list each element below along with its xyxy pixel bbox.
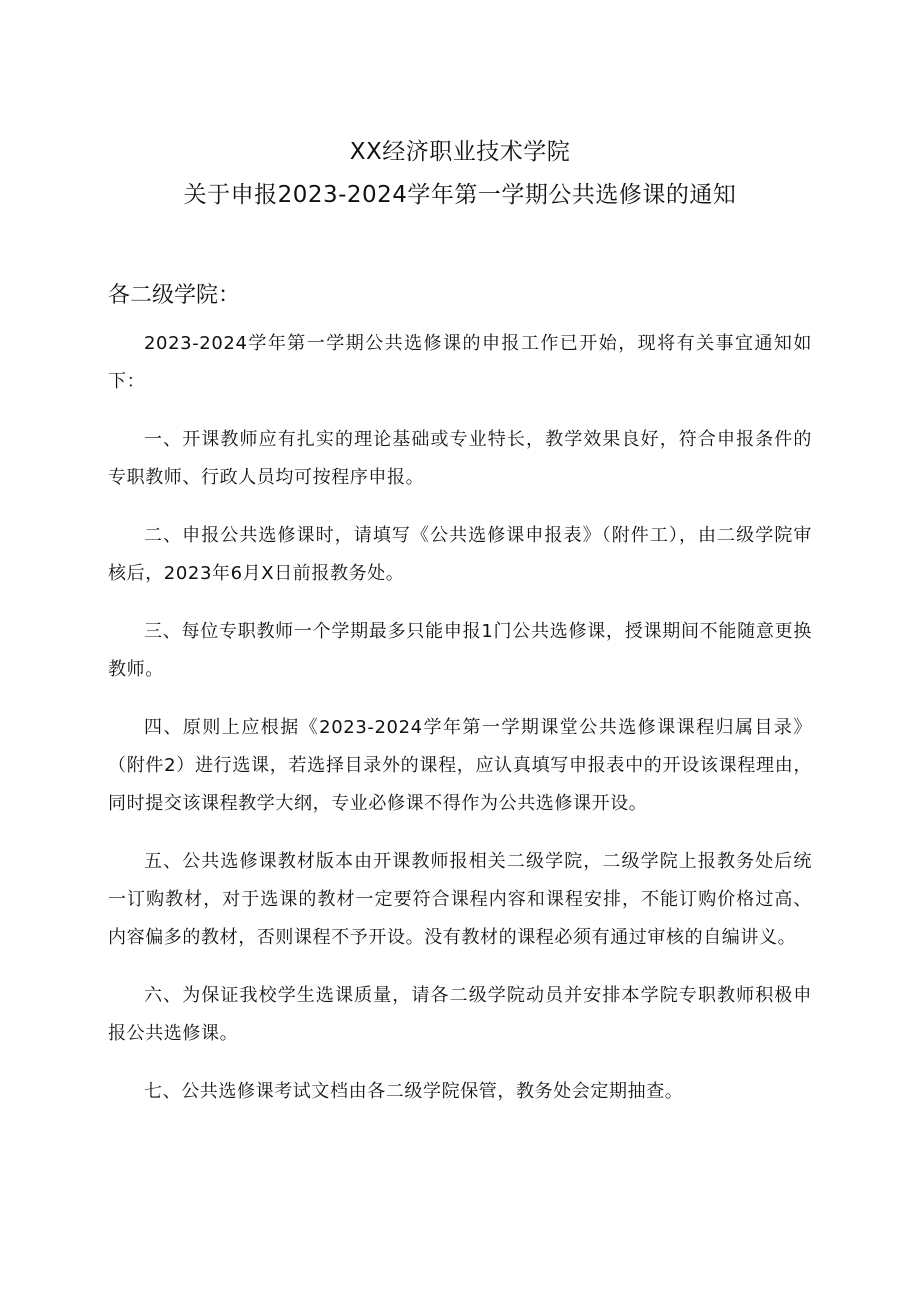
paragraph-intro: 2023-2024学年第一学期公共选修课的申报工作已开始，现将有关事宜通知如下： [108,333,812,392]
paragraph-item-7: 七、公共选修课考试文档由各二级学院保管，教务处会定期抽查。 [144,1081,684,1102]
paragraph-item-5: 五、公共选修课教材版本由开课教师报相关二级学院，二级学院上报教务处后统一订购教材，对于选课的教材一定要符合课程内容和课程安排，不能订购价格过高、内容偏多的教材，否则课程不予开设。没有教材的课程必须有通过审核的自编讲义。 [108,851,812,948]
title-line-institution: XX经济职业技术学院 [349,139,571,165]
paragraph-item-4: 四、原则上应根据《2023-2024学年第一学期课堂公共选修课课程归属目录》（附件2）进行选课，若选择目录外的课程，应认真填写申报表中的开设该课程理由，同时提交该课程教学大纲，专业必修课不得作为公共选修课开设。 [108,717,812,814]
document-title [0,132,920,215]
salutation: 各二级学院： [108,283,241,308]
paragraph-item-6: 六、为保证我校学生选课质量，请各二级学院动员并安排本学院专职教师积极申报公共选修课。 [108,985,812,1044]
title-line-subject: 关于申报2023-2024学年第一学期公共选修课的通知 [183,182,737,208]
paragraph-item-3: 三、每位专职教师一个学期最多只能申报1门公共选修课，授课期间不能随意更换教师。 [108,621,812,680]
paragraph-item-1: 一、开课教师应有扎实的理论基础或专业特长，教学效果良好，符合申报条件的专职教师、行政人员均可按程序申报。 [108,429,812,488]
document-body [108,325,812,1131]
paragraph-item-2: 二、申报公共选修课时，请填写《公共选修课申报表》（附件工），由二级学院审核后，2023年6月X日前报教务处。 [108,525,812,584]
